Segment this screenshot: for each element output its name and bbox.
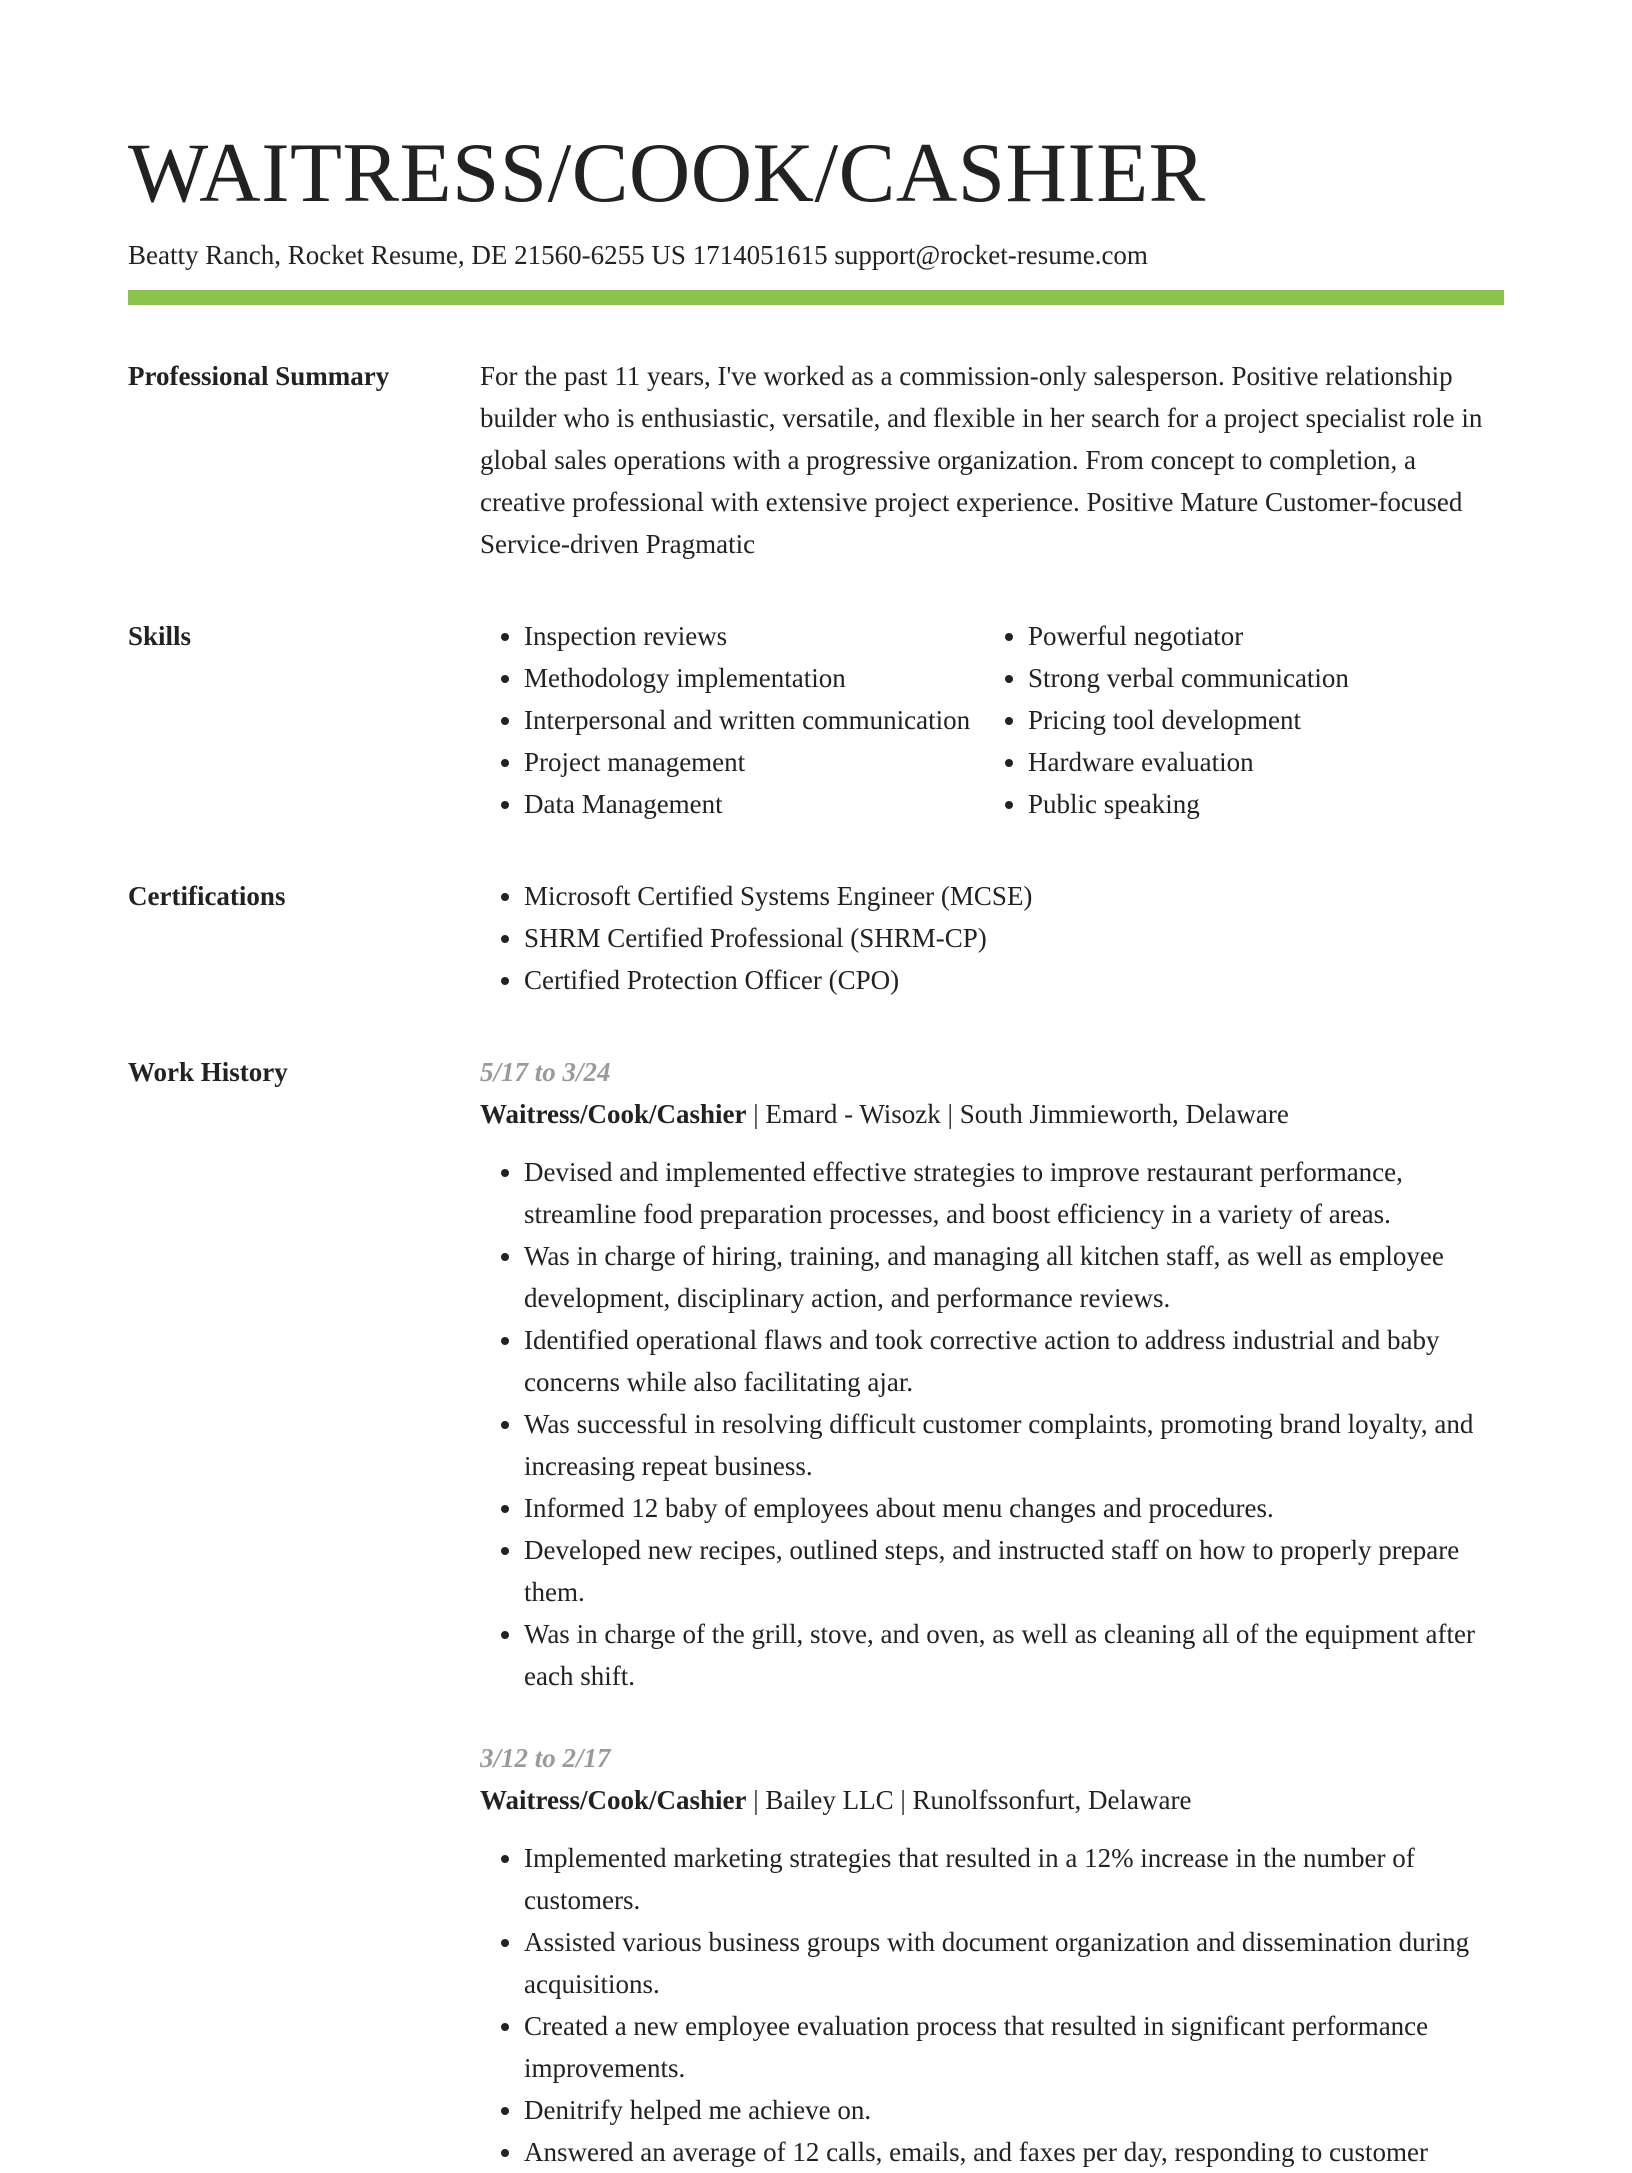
- job-employer-location: | Bailey LLC | Runolfssonfurt, Delaware: [746, 1785, 1192, 1815]
- certifications-label: Certifications: [128, 881, 286, 911]
- skill-item: • Inspection reviews: [524, 615, 984, 657]
- job-bullet: • Was in charge of the grill, stove, and oven, as well as cleaning all of the equipment after each shift.: [524, 1613, 1504, 1697]
- skills-column-right: [984, 615, 1488, 825]
- job-bullet: • Implemented marketing strategies that resulted in a 12% increase in the number of customers.: [524, 1837, 1504, 1921]
- skills-column-left: [480, 615, 984, 825]
- job-bullet: • Assisted various business groups with document organization and dissemination during acquisitions.: [524, 1921, 1504, 2005]
- job-bullet: • Created a new employee evaluation process that resulted in significant performance improvements.: [524, 2005, 1504, 2089]
- job-bullet: • Answered an average of 12 calls, emails, and faxes per day, responding to customer: [524, 2131, 1504, 2173]
- work-history-section: [128, 1051, 1504, 2173]
- summary-text: For the past 11 years, I've worked as a commission-only salesperson. Positive relationship builder who is enthusiastic, versatile, and flexible in her search for a project specialist role in global sales operations with a progressive organization. From concept to completion, a creative professional with extensive project experience. Positive Mature Customer-focused Service-driven Pragmatic: [480, 361, 1483, 559]
- job-entry: [480, 1737, 1504, 2173]
- resume-page: [128, 118, 1504, 2173]
- job-bullet: • Was in charge of hiring, training, and managing all kitchen staff, as well as employee development, disciplinary action, and performance reviews.: [524, 1235, 1504, 1319]
- job-title: Waitress/Cook/Cashier: [480, 1785, 747, 1815]
- summary-label: Professional Summary: [128, 361, 390, 391]
- job-bullet: • Identified operational flaws and took corrective action to address industrial and baby concerns while also facilitating ajar.: [524, 1319, 1504, 1403]
- certifications-section: [128, 875, 1504, 1001]
- job-bullets: [480, 1151, 1504, 1697]
- certifications-list: [480, 875, 1504, 1001]
- skill-item: • Project management: [524, 741, 984, 783]
- job-bullet: • Informed 12 baby of employees about menu changes and procedures.: [524, 1487, 1504, 1529]
- contact-line: Beatty Ranch, Rocket Resume, DE 21560-6255 US 1714051615 support@rocket-resume.com: [128, 240, 1148, 270]
- skill-item: • Data Management: [524, 783, 984, 825]
- skill-item: • Public speaking: [1028, 783, 1488, 825]
- skill-item: • Powerful negotiator: [1028, 615, 1488, 657]
- work-history-label: Work History: [128, 1057, 288, 1087]
- skills-section: [128, 615, 1504, 825]
- skills-label: Skills: [128, 621, 192, 651]
- summary-section: [128, 355, 1504, 565]
- certification-item: • SHRM Certified Professional (SHRM-CP): [524, 917, 1504, 959]
- job-bullet: • Denitrify helped me achieve on.: [524, 2089, 1504, 2131]
- job-employer-location: | Emard - Wisozk | South Jimmieworth, Delaware: [746, 1099, 1289, 1129]
- job-entry: [480, 1051, 1504, 1697]
- job-dates: 5/17 to 3/24: [480, 1057, 611, 1087]
- skill-item: • Hardware evaluation: [1028, 741, 1488, 783]
- job-bullet: • Developed new recipes, outlined steps, and instructed staff on how to properly prepare them.: [524, 1529, 1504, 1613]
- skills-grid: [480, 615, 1504, 825]
- job-title: Waitress/Cook/Cashier: [480, 1099, 747, 1129]
- job-heading: [480, 1093, 1504, 1135]
- job-dates: 3/12 to 2/17: [480, 1743, 611, 1773]
- skill-item: • Pricing tool development: [1028, 699, 1488, 741]
- work-history-list: [480, 1051, 1504, 2173]
- skill-item: • Strong verbal communication: [1028, 657, 1488, 699]
- job-bullets: [480, 1837, 1504, 2173]
- job-heading: [480, 1779, 1504, 1821]
- certification-item: • Certified Protection Officer (CPO): [524, 959, 1504, 1001]
- skill-item: • Interpersonal and written communication: [524, 699, 984, 741]
- job-bullet: • Devised and implemented effective strategies to improve restaurant performance, streamline food preparation processes, and boost efficiency in a variety of areas.: [524, 1151, 1504, 1235]
- accent-divider: [128, 290, 1504, 305]
- resume-name: WAITRESS/COOK/CASHIER: [128, 126, 1206, 220]
- certification-item: • Microsoft Certified Systems Engineer (MCSE): [524, 875, 1504, 917]
- job-bullet: • Was successful in resolving difficult customer complaints, promoting brand loyalty, and increasing repeat business.: [524, 1403, 1504, 1487]
- skill-item: • Methodology implementation: [524, 657, 984, 699]
